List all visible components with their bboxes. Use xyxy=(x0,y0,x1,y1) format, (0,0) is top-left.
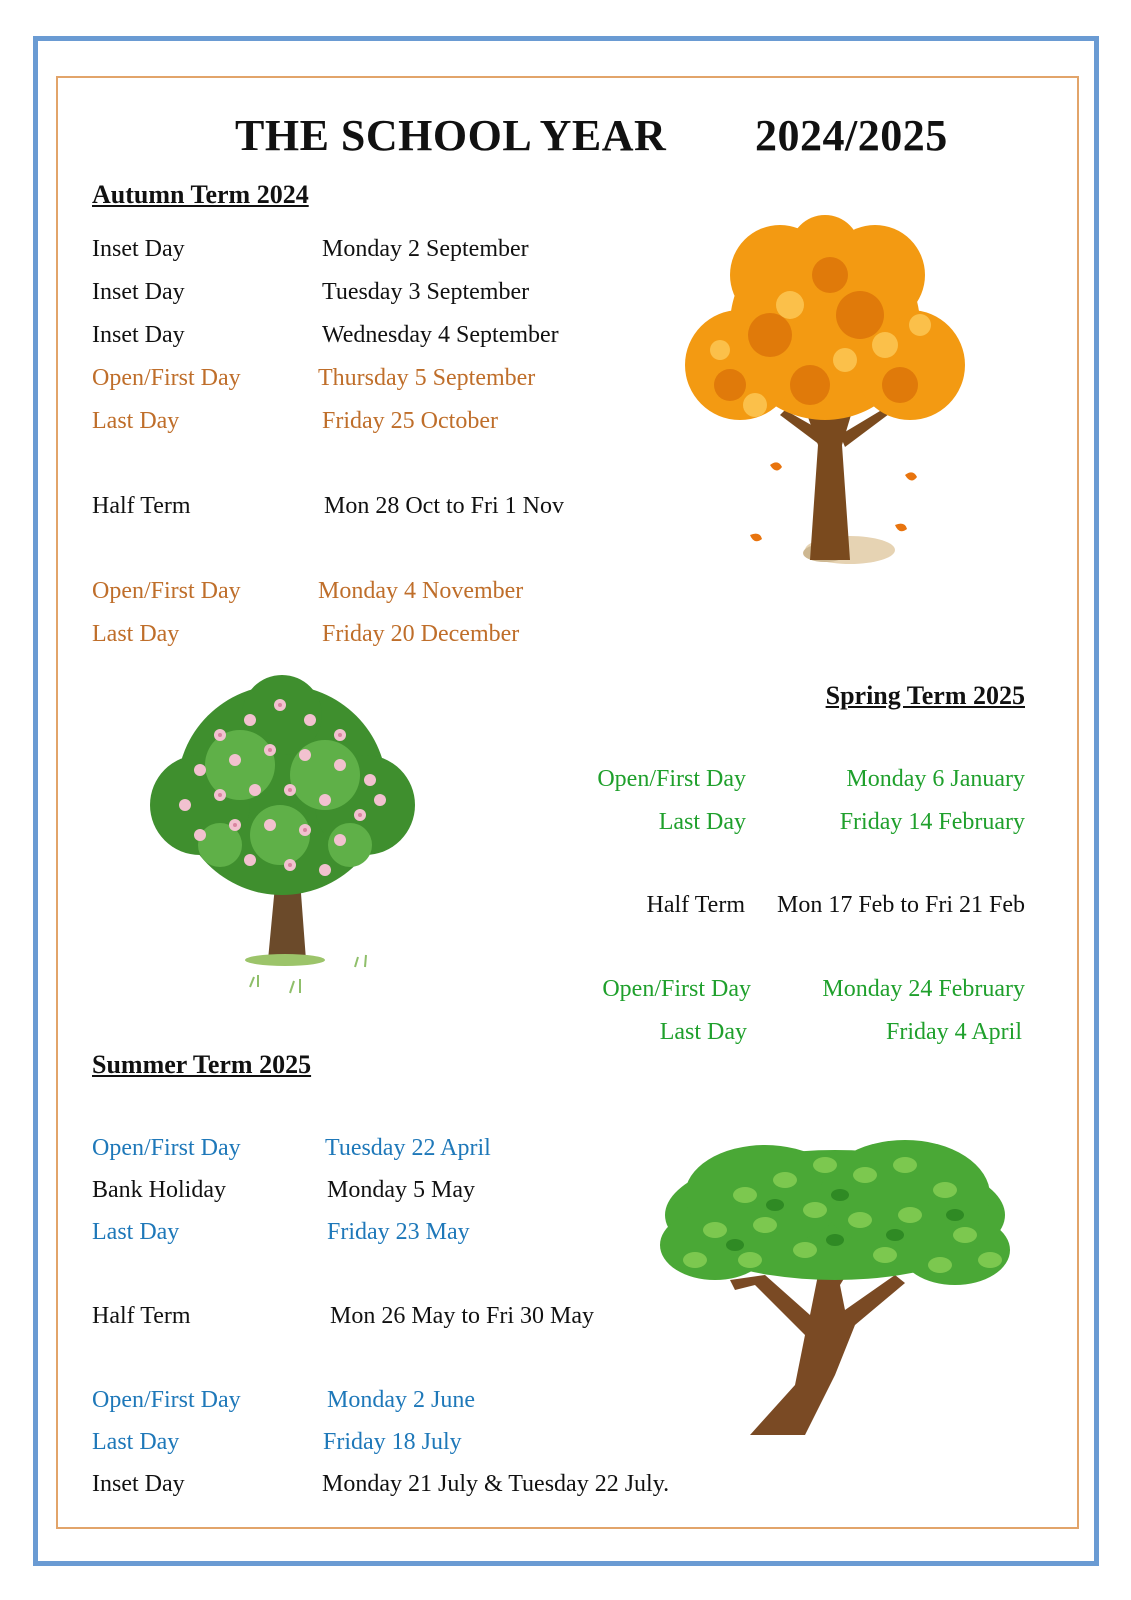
summer-row-date: Monday 5 May xyxy=(327,1177,475,1203)
blossom-tree-icon xyxy=(140,675,425,1005)
autumn-row-date: Friday 20 December xyxy=(322,621,520,647)
autumn-row-date: Thursday 5 September xyxy=(318,365,536,391)
spring-row-label: Open/First Day xyxy=(602,976,751,1002)
summer-row-date: Friday 23 May xyxy=(327,1219,470,1245)
autumn-row-date: Monday 2 September xyxy=(322,236,529,262)
autumn-tree-icon xyxy=(660,215,990,580)
autumn-row-date: Monday 4 November xyxy=(318,578,524,604)
spring-half-term-label: Half Term xyxy=(646,892,745,918)
summer-row-label: Last Day xyxy=(92,1429,180,1455)
autumn-row-label: Inset Day xyxy=(92,279,185,305)
spring-row-date: Friday 4 April xyxy=(886,1019,1022,1045)
summer-row-date: Friday 18 July xyxy=(323,1429,462,1455)
autumn-row-label: Inset Day xyxy=(92,236,185,262)
summer-term-heading: Summer Term 2025 xyxy=(92,1050,312,1079)
page-title-year: 2024/2025 xyxy=(755,111,948,160)
autumn-row-date: Friday 25 October xyxy=(322,408,498,434)
summer-row-date: Monday 21 July & Tuesday 22 July. xyxy=(322,1471,670,1497)
spring-half-term-date: Mon 17 Feb to Fri 21 Feb xyxy=(776,892,1025,918)
summer-row-date: Monday 2 June xyxy=(327,1387,475,1413)
summer-row-label: Open/First Day xyxy=(92,1135,241,1161)
autumn-half-term-label: Half Term xyxy=(92,493,191,519)
autumn-row-label: Last Day xyxy=(92,621,180,647)
summer-row-label: Bank Holiday xyxy=(92,1177,226,1203)
spring-row-label: Last Day xyxy=(658,809,746,835)
spring-row-date: Monday 24 February xyxy=(822,976,1025,1002)
page-title: THE SCHOOL YEAR xyxy=(235,111,667,160)
spring-term-heading: Spring Term 2025 xyxy=(825,681,1025,710)
summer-row-label: Last Day xyxy=(92,1219,180,1245)
summer-half-term-label: Half Term xyxy=(92,1303,191,1329)
summer-row-label: Inset Day xyxy=(92,1471,185,1497)
autumn-half-term-date: Mon 28 Oct to Fri 1 Nov xyxy=(324,493,564,519)
autumn-row-label: Open/First Day xyxy=(92,578,241,604)
spring-row-label: Open/First Day xyxy=(597,766,746,792)
summer-row-label: Open/First Day xyxy=(92,1387,241,1413)
autumn-term-heading: Autumn Term 2024 xyxy=(92,180,309,209)
summer-row-date: Tuesday 22 April xyxy=(325,1135,491,1161)
autumn-row-label: Last Day xyxy=(92,408,180,434)
spring-row-date: Friday 14 February xyxy=(839,809,1025,835)
spring-row-date: Monday 6 January xyxy=(846,766,1025,792)
summer-half-term-date: Mon 26 May to Fri 30 May xyxy=(330,1303,594,1329)
autumn-row-label: Open/First Day xyxy=(92,365,241,391)
spring-row-label: Last Day xyxy=(659,1019,747,1045)
summer-tree-icon xyxy=(655,1135,1015,1440)
autumn-row-label: Inset Day xyxy=(92,322,185,348)
autumn-row-date: Tuesday 3 September xyxy=(322,279,530,305)
autumn-row-date: Wednesday 4 September xyxy=(322,322,559,348)
